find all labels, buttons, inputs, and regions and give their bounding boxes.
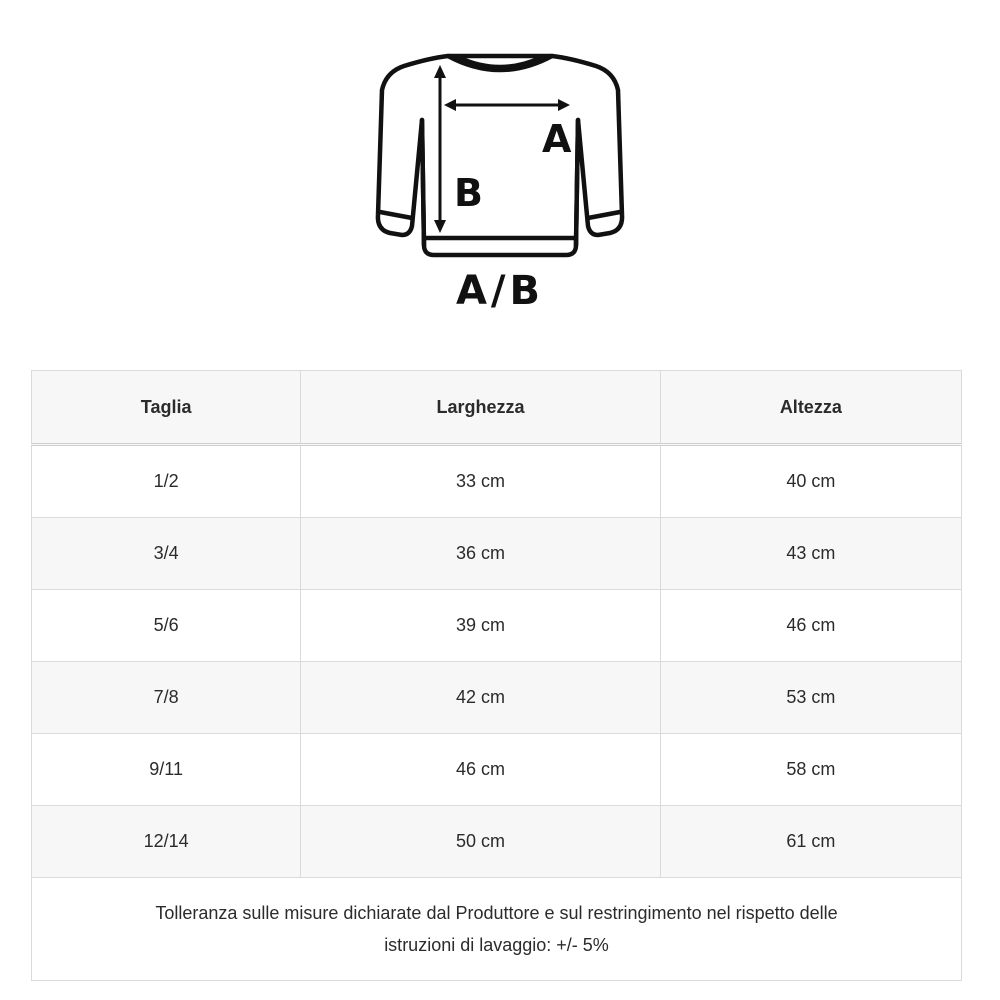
size-cell: 5/6 [32,590,301,662]
size-cell: 3/4 [32,518,301,590]
width-cell: 46 cm [301,734,660,806]
table-row [32,590,962,662]
width-cell: 36 cm [301,518,660,590]
sweater-diagram [360,40,640,320]
label-b: B [454,171,483,215]
size-cell: 1/2 [32,445,301,518]
width-cell: 50 cm [301,806,660,878]
table-row [32,662,962,734]
sweater-icon [360,40,640,320]
header-altezza: Altezza [660,371,961,445]
height-cell: 43 cm [660,518,961,590]
height-cell: 58 cm [660,734,961,806]
size-cell: 12/14 [32,806,301,878]
height-cell: 40 cm [660,445,961,518]
label-a: A [542,117,572,161]
height-cell: 46 cm [660,590,961,662]
table-header-row [32,371,962,445]
diagram-caption: A/B [455,268,545,314]
size-cell: 9/11 [32,734,301,806]
height-cell: 53 cm [660,662,961,734]
tolerance-note: Tolleranza sulle misure dichiarate dal Produttore e sul restringimento nel rispetto delle istruzioni di lavaggio: +/- 5% [32,878,962,981]
table-row [32,806,962,878]
table-row [32,734,962,806]
header-larghezza: Larghezza [301,371,660,445]
width-cell: 42 cm [301,662,660,734]
width-cell: 39 cm [301,590,660,662]
size-table [31,370,962,981]
header-taglia: Taglia [32,371,301,445]
table-row [32,445,962,518]
table-row [32,518,962,590]
width-cell: 33 cm [301,445,660,518]
height-cell: 61 cm [660,806,961,878]
tolerance-note-row [32,878,962,981]
size-cell: 7/8 [32,662,301,734]
